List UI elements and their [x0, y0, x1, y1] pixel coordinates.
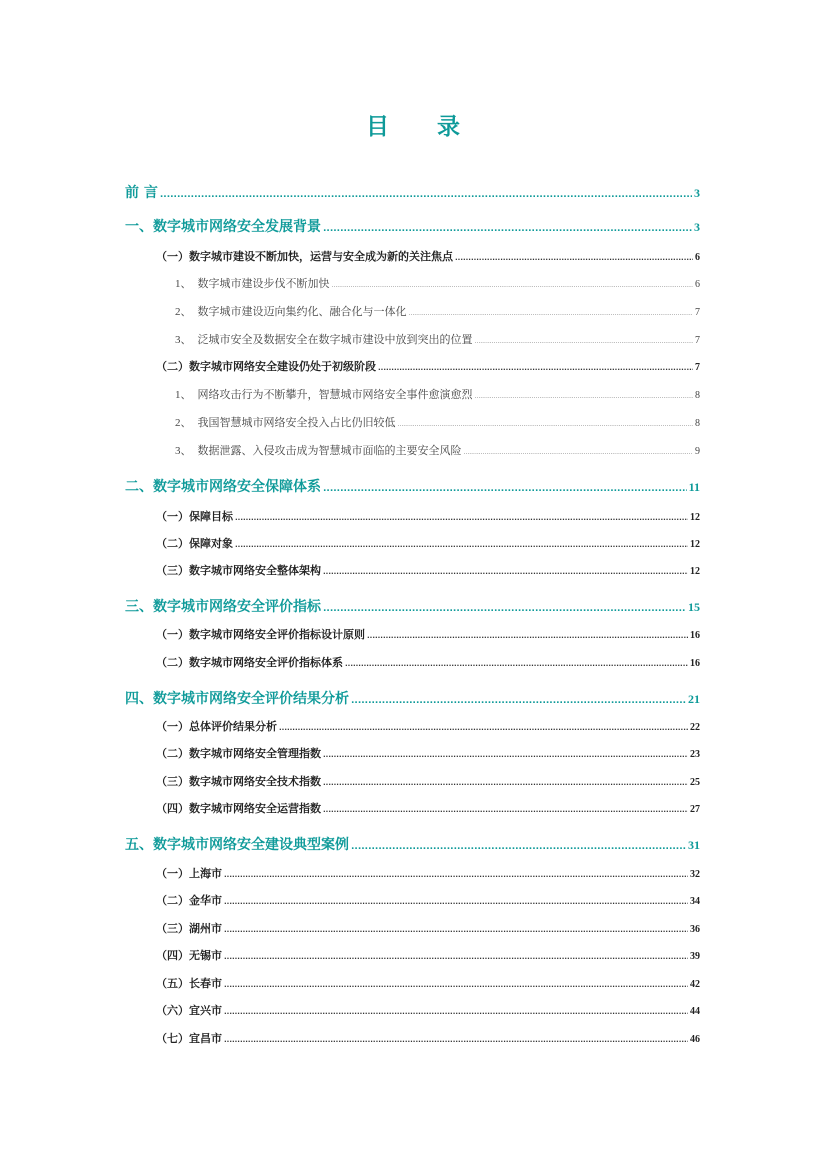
toc-entry-label: 二、数字城市网络安全保障体系 [125, 479, 321, 495]
toc-entry-level1[interactable] [125, 182, 700, 202]
toc-entry-level2[interactable] [156, 562, 700, 578]
toc-entry-label: （七）宜昌市 [156, 1032, 222, 1045]
toc-entry-page: 3 [694, 186, 700, 200]
toc-entry-level1[interactable] [125, 476, 700, 496]
toc-entry-number: 1、 [175, 389, 192, 401]
toc-entry-level2[interactable] [156, 718, 700, 734]
toc-entry-page: 25 [690, 777, 700, 788]
toc-dot-leader [332, 279, 694, 290]
toc-dot-leader [323, 749, 688, 760]
toc-entry-page: 15 [688, 600, 700, 614]
toc-entry-number: 3、 [175, 334, 192, 346]
toc-dot-leader [224, 1034, 688, 1045]
toc-entry-number: 1、 [175, 278, 192, 290]
toc-entry-label: （三）数字城市网络安全技术指数 [156, 775, 321, 788]
toc-entry-label: （三）湖州市 [156, 922, 222, 935]
toc-entry-level2[interactable] [156, 975, 700, 991]
toc-dot-leader [475, 390, 694, 401]
toc-entry-page: 8 [695, 390, 700, 401]
toc-dot-leader [323, 566, 688, 577]
toc-dot-leader [224, 896, 688, 907]
toc-entry-label: （二）数字城市网络安全管理指数 [156, 747, 321, 760]
toc-entry-label: （一）数字城市建设不断加快，运营与安全成为新的关注焦点 [156, 250, 453, 263]
toc-entry-page: 7 [695, 335, 700, 346]
toc-entry-page: 22 [690, 722, 700, 733]
toc-title: 目 录 [365, 114, 480, 140]
toc-entry-level3[interactable] [175, 275, 700, 291]
toc-entry-page: 16 [690, 658, 700, 669]
toc-dot-leader [455, 252, 693, 263]
toc-entry-level2[interactable] [156, 508, 700, 524]
toc-entry-label: 三、数字城市网络安全评价指标 [125, 599, 321, 615]
toc-dot-leader [235, 512, 688, 523]
toc-entry-label: （三）数字城市网络安全整体架构 [156, 564, 321, 577]
toc-entry-label: 五、数字城市网络安全建设典型案例 [125, 837, 349, 853]
toc-dot-leader [323, 221, 692, 235]
toc-entry-page: 23 [690, 749, 700, 760]
toc-dot-leader [378, 362, 693, 373]
toc-entry-number: 2、 [175, 306, 192, 318]
toc-entry-page: 32 [690, 869, 700, 880]
toc-dot-leader [279, 722, 688, 733]
toc-entry-page: 36 [690, 924, 700, 935]
toc-dot-leader [224, 951, 688, 962]
toc-entry-number: 3、 [175, 445, 192, 457]
toc-entry-level2[interactable] [156, 745, 700, 761]
toc-entry-label: 我国智慧城市网络安全投入占比仍旧较低 [197, 416, 396, 429]
toc-dot-leader [409, 307, 694, 318]
toc-dot-leader [367, 630, 688, 641]
toc-entry-level2[interactable] [156, 248, 700, 264]
toc-dot-leader [398, 418, 694, 429]
toc-entry-label: （五）长春市 [156, 977, 222, 990]
toc-dot-leader [160, 187, 692, 201]
toc-dot-leader [323, 804, 688, 815]
toc-entry-label: （六）宜兴市 [156, 1004, 222, 1017]
toc-entry-page: 31 [688, 838, 700, 852]
toc-entry-page: 6 [695, 252, 700, 263]
toc-entry-page: 46 [690, 1034, 700, 1045]
toc-entry-label: （二）数字城市网络安全评价指标体系 [156, 656, 343, 669]
toc-entry-level1[interactable] [125, 596, 700, 616]
toc-entry-label: （二）数字城市网络安全建设仍处于初级阶段 [156, 360, 376, 373]
toc-entry-label: （四）无锡市 [156, 949, 222, 962]
toc-entry-page: 42 [690, 979, 700, 990]
toc-entry-level2[interactable] [156, 358, 700, 374]
toc-entry-level2[interactable] [156, 865, 700, 881]
toc-dot-leader [224, 869, 688, 880]
toc-entry-level1[interactable] [125, 216, 700, 236]
toc-entry-label: （一）保障目标 [156, 510, 233, 523]
toc-entry-level2[interactable] [156, 892, 700, 908]
toc-entry-level3[interactable] [175, 442, 700, 458]
toc-entry-label: 数字城市建设步伐不断加快 [197, 277, 330, 290]
toc-entry-label: （二）保障对象 [156, 537, 233, 550]
toc-entry-label: 四、数字城市网络安全评价结果分析 [125, 691, 349, 707]
toc-entry-level2[interactable] [156, 654, 700, 670]
toc-entry-page: 21 [688, 692, 700, 706]
toc-dot-leader [475, 335, 694, 346]
toc-entry-page: 34 [690, 896, 700, 907]
toc-dot-leader [323, 601, 686, 615]
toc-dot-leader [323, 777, 688, 788]
toc-entry-label: （一）数字城市网络安全评价指标设计原则 [156, 628, 365, 641]
toc-entry-level2[interactable] [156, 773, 700, 789]
toc-entry-page: 16 [690, 630, 700, 641]
toc-dot-leader [464, 446, 694, 457]
toc-entry-page: 9 [695, 446, 700, 457]
toc-entry-page: 39 [690, 951, 700, 962]
toc-entry-level3[interactable] [175, 303, 700, 319]
toc-entry-page: 12 [690, 539, 700, 550]
toc-entry-label: 前 言 [125, 185, 158, 201]
toc-entry-page: 6 [695, 279, 700, 290]
toc-entry-label: （一）上海市 [156, 867, 222, 880]
toc-entry-label: （二）金华市 [156, 894, 222, 907]
toc-entry-level3[interactable] [175, 331, 700, 347]
toc-entry-page: 7 [695, 362, 700, 373]
toc-dot-leader [235, 539, 688, 550]
toc-entry-level3[interactable] [175, 414, 700, 430]
toc-entry-page: 11 [688, 480, 700, 494]
toc-dot-leader [345, 658, 688, 669]
toc-entry-level1[interactable] [125, 688, 700, 708]
toc-entry-page: 27 [690, 804, 700, 815]
toc-entry-number: 2、 [175, 417, 192, 429]
toc-entry-label: 泛城市安全及数据安全在数字城市建设中放到突出的位置 [197, 333, 473, 346]
toc-entry-level3[interactable] [175, 386, 700, 402]
toc-entry-label: 数字城市建设迈向集约化、融合化与一体化 [197, 305, 407, 318]
toc-entry-page: 12 [690, 566, 700, 577]
toc-entry-label: （一）总体评价结果分析 [156, 720, 277, 733]
toc-entry-label: 一、数字城市网络安全发展背景 [125, 219, 321, 235]
toc-dot-leader [351, 693, 686, 707]
toc-dot-leader [224, 924, 688, 935]
toc-dot-leader [351, 839, 686, 853]
toc-entry-page: 8 [695, 418, 700, 429]
toc-entry-level2[interactable] [156, 1002, 700, 1018]
toc-entry-level1[interactable] [125, 834, 700, 854]
toc-dot-leader [224, 979, 688, 990]
toc-entry-level2[interactable] [156, 1030, 700, 1046]
toc-dot-leader [323, 481, 687, 495]
toc-entry-page: 44 [690, 1006, 700, 1017]
toc-entry-label: 网络攻击行为不断攀升，智慧城市网络安全事件愈演愈烈 [197, 388, 473, 401]
toc-entry-page: 12 [690, 512, 700, 523]
toc-entry-label: 数据泄露、入侵攻击成为智慧城市面临的主要安全风险 [197, 444, 462, 457]
toc-entry-page: 7 [695, 307, 700, 318]
toc-entry-level2[interactable] [156, 535, 700, 551]
toc-dot-leader [224, 1006, 688, 1017]
toc-entry-level2[interactable] [156, 920, 700, 936]
toc-entry-level2[interactable] [156, 947, 700, 963]
toc-entry-label: （四）数字城市网络安全运营指数 [156, 802, 321, 815]
toc-entry-level2[interactable] [156, 626, 700, 642]
toc-entry-page: 3 [694, 220, 700, 234]
toc-entry-level2[interactable] [156, 800, 700, 816]
